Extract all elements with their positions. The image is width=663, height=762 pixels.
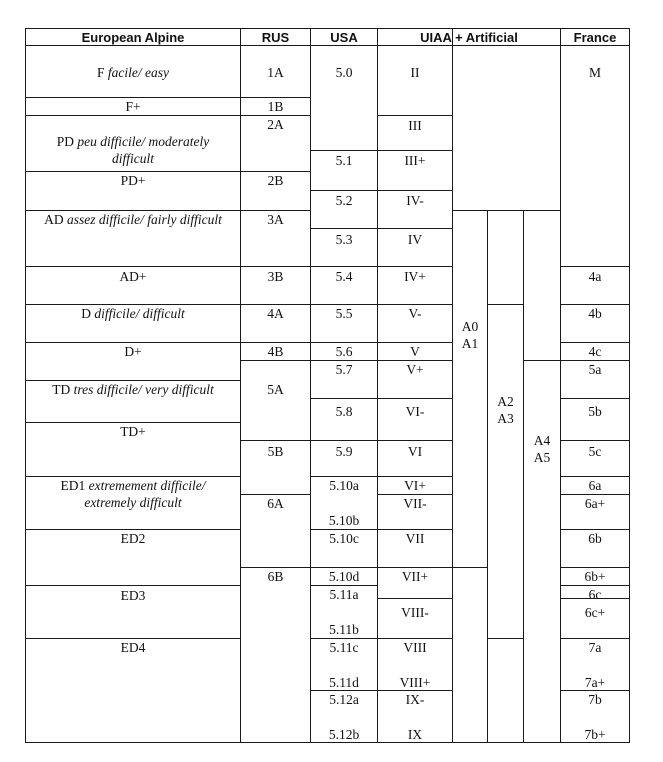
- france-grade: 4c: [588, 344, 602, 359]
- uiaa-grade: VII: [405, 531, 425, 546]
- france-grade: 6b: [588, 531, 602, 546]
- artificial-grade-a5: A5: [533, 450, 551, 465]
- rus-grade: 5B: [267, 444, 284, 459]
- france-grade: 5b: [588, 404, 602, 419]
- artificial-grade-a4: A4: [533, 433, 551, 448]
- usa-grade: 5.10a: [329, 478, 359, 493]
- usa-grade: 5.1: [335, 153, 353, 168]
- european-grade-d: D difficile/ difficult: [81, 306, 185, 321]
- header-european-alpine: European Alpine: [81, 30, 185, 45]
- uiaa-grade: V-: [408, 306, 422, 321]
- france-grade: 5c: [588, 444, 602, 459]
- uiaa-grade: VI+: [404, 478, 426, 493]
- european-grade-d-plus: D+: [124, 344, 142, 359]
- artificial-grade-a1: A1: [461, 336, 479, 351]
- rus-grade: 6B: [267, 569, 284, 584]
- european-grade-pd: PD peu difficile/ moderately: [56, 134, 210, 149]
- usa-grade: 5.11d: [329, 675, 359, 690]
- artificial-grade-a2: A2: [497, 394, 514, 409]
- rus-grade: 6A: [267, 496, 284, 511]
- usa-grade: 5.9: [335, 444, 353, 459]
- france-grade: 5a: [588, 362, 602, 377]
- france-grade: 4a: [588, 269, 602, 284]
- usa-grade: 5.3: [335, 232, 353, 247]
- european-grade-ed4: ED4: [120, 640, 146, 655]
- uiaa-grade: III: [408, 118, 422, 133]
- usa-grade: 5.10b: [328, 513, 360, 528]
- uiaa-grade: IX: [407, 727, 423, 742]
- usa-grade: 5.11b: [329, 622, 359, 637]
- header-uiaa-artificial: UIAA + Artificial: [420, 30, 518, 45]
- uiaa-grade: IX-: [405, 692, 425, 707]
- european-grade-pd-plus: PD+: [120, 173, 146, 188]
- european-grade-ed2: ED2: [120, 531, 146, 546]
- uiaa-grade: IV: [407, 232, 423, 247]
- rus-grade: 3B: [267, 269, 284, 284]
- uiaa-grade: V: [410, 344, 420, 359]
- uiaa-grade: III+: [404, 153, 426, 168]
- usa-grade: 5.8: [335, 404, 353, 419]
- france-grade: 6c: [588, 587, 602, 602]
- france-grade: 7b: [588, 692, 602, 707]
- uiaa-grade: VI-: [405, 404, 425, 419]
- uiaa-grade: VII+: [401, 569, 429, 584]
- usa-grade: 5.0: [335, 65, 353, 80]
- france-grade: 6b+: [584, 569, 606, 584]
- usa-grade: 5.10c: [329, 531, 359, 546]
- uiaa-grade: VIII-: [401, 605, 429, 620]
- european-grade-f: F facile/ easy: [97, 65, 169, 80]
- rus-grade: 1A: [267, 65, 284, 80]
- artificial-grade-a0: A0: [461, 319, 479, 334]
- header-france: France: [573, 30, 617, 45]
- european-grade-ed3: ED3: [120, 588, 146, 603]
- uiaa-grade: VIII: [403, 640, 427, 655]
- rus-grade: 5A: [267, 382, 284, 397]
- rus-grade: 3A: [267, 212, 284, 227]
- usa-grade: 5.5: [335, 306, 353, 321]
- rus-grade: 2B: [267, 173, 284, 188]
- uiaa-grade: IV-: [406, 193, 424, 208]
- artificial-grade-a3: A3: [497, 411, 514, 426]
- usa-grade: 5.12a: [329, 692, 359, 707]
- european-grade-ad-plus: AD+: [119, 269, 147, 284]
- uiaa-grade: II: [410, 65, 420, 80]
- rus-grade: 4A: [267, 306, 284, 321]
- header-rus: RUS: [261, 30, 290, 45]
- header-usa: USA: [330, 30, 358, 45]
- france-grade: 4b: [588, 306, 602, 321]
- rus-grade: 4B: [267, 344, 284, 359]
- france-grade: 7a+: [584, 675, 606, 690]
- france-grade: M: [588, 65, 601, 80]
- france-grade: 6c+: [584, 605, 606, 620]
- uiaa-grade: VII-: [403, 496, 427, 511]
- uiaa-grade: IV+: [404, 269, 426, 284]
- uiaa-grade: VI: [407, 444, 423, 459]
- usa-grade: 5.10d: [328, 569, 360, 584]
- european-grade-td: TD tres difficile/ very difficult: [52, 382, 214, 397]
- european-grade-f-plus: F+: [125, 99, 141, 114]
- rus-grade: 1B: [267, 99, 284, 114]
- france-grade: 6a+: [584, 496, 606, 511]
- usa-grade: 5.6: [335, 344, 353, 359]
- uiaa-grade: V+: [406, 362, 424, 377]
- european-grade-ad: AD assez difficile/ fairly difficult: [44, 212, 222, 227]
- european-grade-td-plus: TD+: [120, 424, 146, 439]
- usa-grade: 5.7: [335, 362, 353, 377]
- uiaa-grade: VIII+: [399, 675, 431, 690]
- european-grade-ed1-desc-line2: extremely difficult: [84, 495, 182, 510]
- usa-grade: 5.11c: [329, 640, 359, 655]
- european-grade-ed1: ED1 extremement difficile/: [60, 478, 206, 493]
- usa-grade: 5.12b: [328, 727, 360, 742]
- usa-grade: 5.4: [335, 269, 353, 284]
- usa-grade: 5.11a: [329, 587, 359, 602]
- france-grade: 6a: [588, 478, 602, 493]
- usa-grade: 5.2: [335, 193, 353, 208]
- rus-grade: 2A: [267, 117, 284, 132]
- european-grade-pd-desc-line2: difficult: [112, 151, 154, 166]
- france-grade: 7a: [588, 640, 602, 655]
- france-grade: 7b+: [584, 727, 606, 742]
